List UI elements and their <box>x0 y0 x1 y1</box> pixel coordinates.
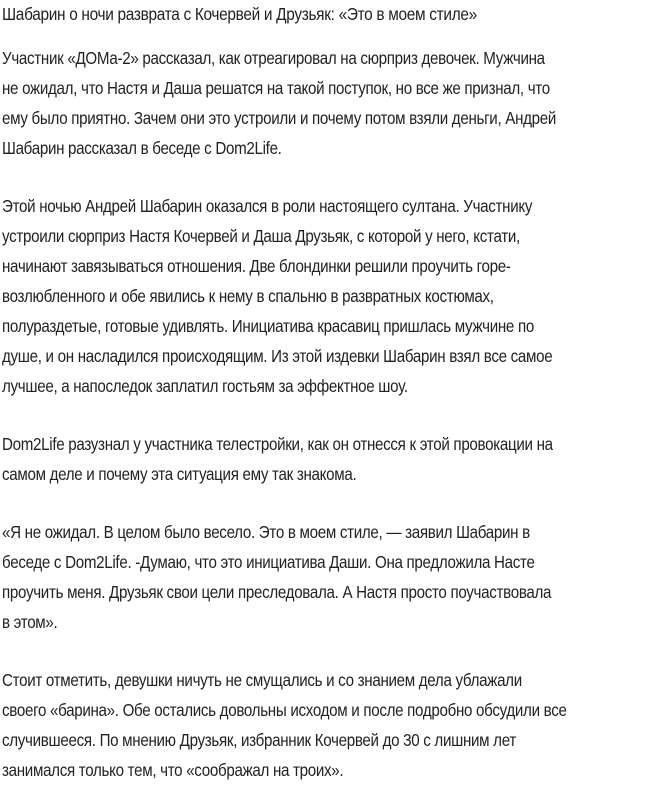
text-line: лучшее, а напоследок заплатил гостьям за эффектное шоу. <box>2 376 408 396</box>
article <box>2 0 670 785</box>
text-line: Стоит отметить, девушки ничуть не смущались и со знанием дела ублажали <box>2 670 522 690</box>
text-line: не ожидал, что Настя и Даша решатся на такой поступок, но все же признал, что <box>2 78 550 98</box>
paragraph-gap <box>2 401 670 429</box>
text-line: Dom2Life разузнал у участника телестройки, как он отнесся к этой провокации на <box>2 434 553 454</box>
article-title: Шабарин о ночи разврата с Кочервей и Друзьяк: «Это в моем стиле» <box>2 4 477 24</box>
text-line: Этой ночью Андрей Шабарин оказался в роли настоящего султана. Участнику <box>2 196 533 216</box>
text-line: своего «барина». Обе остались довольны исходом и после подробно обсудили все <box>2 700 567 720</box>
text-line: занимался только тем, что «соображал на троих». <box>2 760 344 780</box>
paragraph-dom2life <box>2 429 670 489</box>
text-line: устроили сюрприз Настя Кочервей и Даша Друзьяк, с которой у него, кстати, <box>2 226 520 246</box>
text-line: в этом». <box>2 612 58 632</box>
text-line: возлюбленного и обе явились к нему в спальню в развратных костюмах, <box>2 286 494 306</box>
paragraph-conclusion <box>2 665 670 785</box>
text-line: «Я не ожидал. В целом было весело. Это в моем стиле, — заявил Шабарин в <box>2 522 530 542</box>
text-line: проучить меня. Друзьяк свои цели преследовала. А Настя просто поучаствовала <box>2 582 552 602</box>
paragraph-gap <box>2 637 670 665</box>
text-line: начинают завязываться отношения. Две блондинки решили проучить горе- <box>2 256 511 276</box>
paragraph-intro <box>2 43 670 163</box>
paragraph-gap <box>2 489 670 517</box>
text-line: душе, и он насладился происходящим. Из этой издевки Шабарин взял все самое <box>2 346 553 366</box>
paragraph-story <box>2 191 670 401</box>
text-line: Участник «ДОМа-2» рассказал, как отреагировал на сюрприз девочек. Мужчина <box>2 48 545 68</box>
text-line: ему было приятно. Зачем они это устроили и почему потом взяли деньги, Андрей <box>2 108 557 128</box>
text-line: беседе с Dom2Life. -Думаю, что это инициатива Даши. Она предложила Насте <box>2 552 535 572</box>
text-line: полураздетые, готовые удивлять. Инициатива красавиц пришлась мужчине по <box>2 316 534 336</box>
text-line: случившееся. По мнению Друзьяк, избранник Кочервей до 30 с лишним лет <box>2 730 516 750</box>
text-line: самом деле и почему эта ситуация ему так знакома. <box>2 464 357 484</box>
paragraph-quote <box>2 517 670 637</box>
text-line: Шабарин рассказал в беседе с Dom2Life. <box>2 138 282 158</box>
paragraph-gap <box>2 163 670 191</box>
